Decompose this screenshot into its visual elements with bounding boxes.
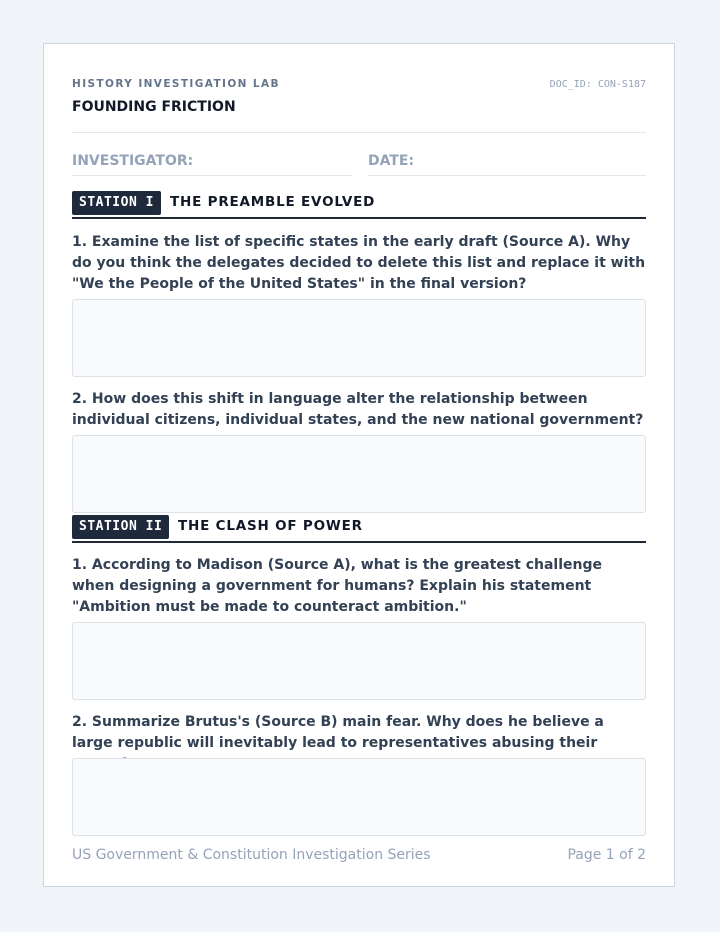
- station-2-question-1: 1. According to Madison (Source A), what is the greatest challenge when designing a government for humans? Explain his statement "Ambition must be made to counteract ambition.": [72, 557, 603, 615]
- station-1-title: THE PREAMBLE EVOLVED: [170, 194, 376, 210]
- investigator-label: INVESTIGATOR:: [72, 153, 194, 169]
- station-2-title: THE CLASH OF POWER: [178, 518, 363, 534]
- document-title: FOUNDING FRICTION: [72, 99, 236, 115]
- station-1-header: [72, 191, 646, 219]
- date-label: DATE:: [368, 153, 415, 169]
- worksheet-content: [72, 44, 646, 886]
- footer-series: US Government & Constitution Investigation Series: [72, 847, 431, 863]
- footer-page-number: Page 1 of 2: [567, 847, 646, 863]
- date-field[interactable]: [368, 153, 646, 176]
- station-1-question-2: 2. How does this shift in language alter the relationship between individual citizens, individual states, and the new national government?: [72, 391, 644, 428]
- doc-id: DOC_ID: CON-S187: [549, 79, 646, 90]
- station-2-answer-1[interactable]: [72, 622, 646, 700]
- station-2-question-2: 2. Summarize Brutus's (Source B) main fear. Why does he believe a large republic will inevitably lead to representatives abusing their: [72, 714, 604, 751]
- header-divider: [72, 132, 646, 133]
- station-1-badge: STATION I: [72, 191, 161, 215]
- station-1-answer-1[interactable]: [72, 299, 646, 377]
- station-2-header: [72, 515, 646, 543]
- investigator-field[interactable]: [72, 153, 352, 176]
- station-2-badge: STATION II: [72, 515, 169, 539]
- station-1-answer-2[interactable]: [72, 435, 646, 513]
- worksheet-page: [43, 43, 675, 887]
- lab-label: HISTORY INVESTIGATION LAB: [72, 78, 280, 90]
- station-2-answer-2[interactable]: [72, 758, 646, 836]
- station-1-question-1: 1. Examine the list of specific states in the early draft (Source A). Why do you think the delegates decided to delete this list and replace it with "We the People of the United States" in the final version?: [72, 234, 646, 292]
